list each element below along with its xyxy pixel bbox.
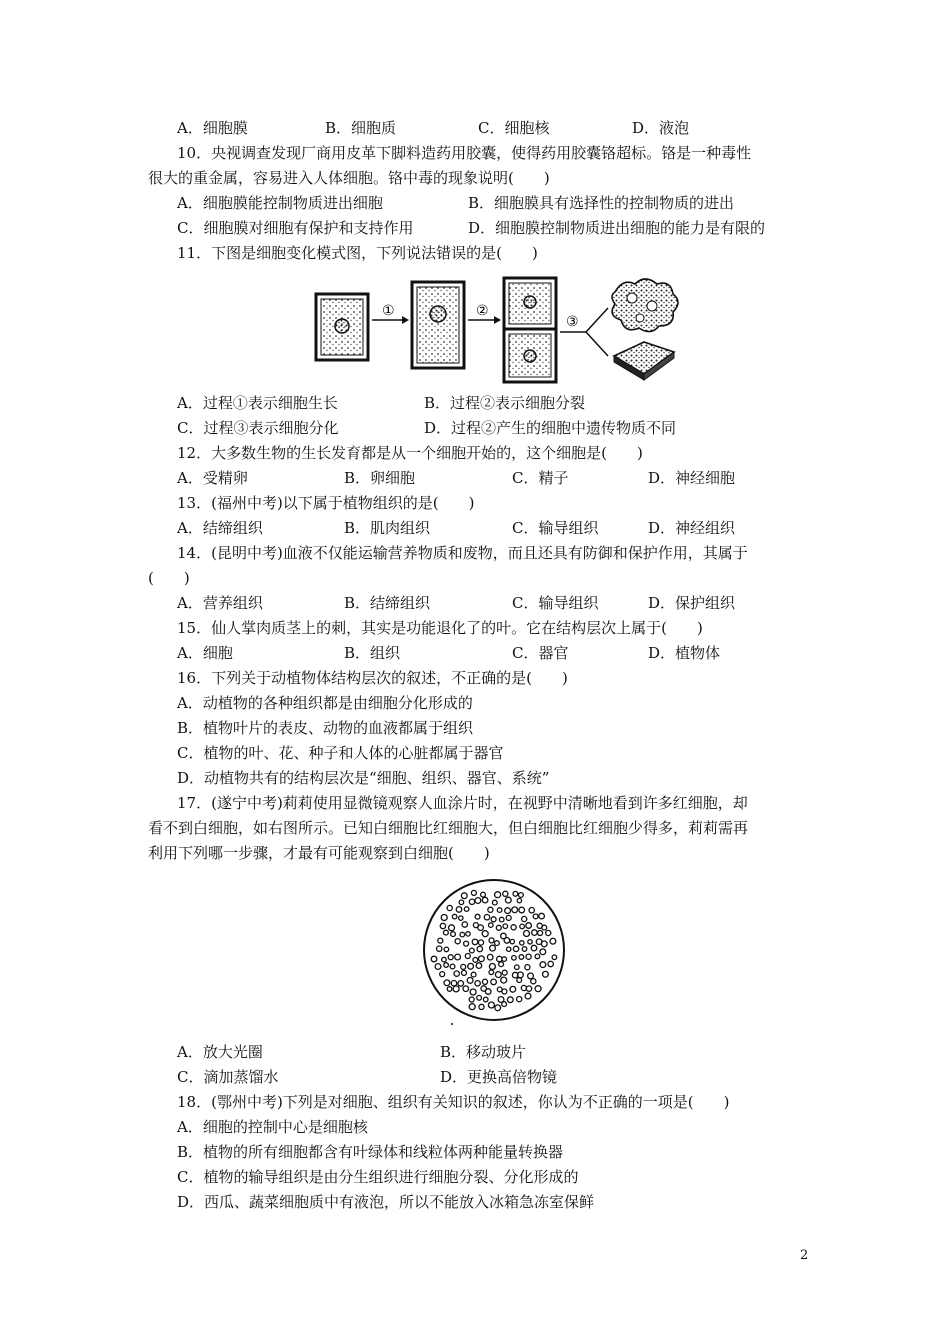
divided-cells-icon	[504, 278, 556, 382]
label-3: ③	[566, 314, 579, 330]
q18-stem: 18．(鄂州中考)下列是对细胞、组织有关知识的叙述，你认为不正确的一项是( )	[177, 1093, 730, 1111]
label-1: ①	[382, 303, 395, 319]
q15-option-b: B．组织	[344, 644, 401, 662]
q11-option-a: A．过程①表示细胞生长	[177, 394, 338, 412]
q11-stem: 11．下图是细胞变化模式图，下列说法错误的是( )	[177, 244, 538, 262]
q11-option-c: C．过程③表示细胞分化	[177, 419, 339, 437]
q14-stem-line1: 14．(昆明中考)血液不仅能运输营养物质和废物，而且还具有防御和保护作用，其属于	[177, 544, 748, 562]
q14-stem-line2: ( )	[148, 569, 190, 587]
q10-option-b: B．细胞膜具有选择性的控制物质的进出	[468, 194, 735, 212]
q9-option-b: B．细胞质	[325, 119, 397, 137]
q13-option-d: D．神经组织	[648, 519, 736, 537]
q11-option-b: B．过程②表示细胞分裂	[424, 394, 586, 412]
q15-option-a: A．细胞	[177, 644, 233, 662]
q18-option-c: C．植物的输导组织是由分生组织进行细胞分裂、分化形成的	[177, 1168, 579, 1186]
q18-option-a: A．细胞的控制中心是细胞核	[177, 1118, 368, 1136]
q16-option-d: D．动植物共有的结构层次是“细胞、组织、器官、系统”	[177, 769, 550, 787]
q17-stem-line3: 利用下列哪一步骤，才最有可能观察到白细胞( )	[148, 844, 490, 862]
q14-option-d: D．保护组织	[648, 594, 736, 612]
q12-stem: 12．大多数生物的生长发育都是从一个细胞开始的，这个细胞是( )	[177, 444, 643, 462]
grown-cell-icon	[412, 282, 464, 368]
q9-option-a: A．细胞膜	[177, 119, 248, 137]
q15-stem: 15．仙人掌肉质茎上的刺，其实是功能退化了的叶。它在结构层次上属于( )	[177, 619, 703, 637]
cell-change-diagram	[310, 274, 680, 386]
q9-option-c: C．细胞核	[478, 119, 550, 137]
small-cell-icon	[316, 294, 368, 360]
tissue-sheet-icon	[614, 342, 674, 380]
q11-option-d: D．过程②产生的细胞中遗传物质不同	[424, 419, 677, 437]
q17-option-a: A．放大光圈	[177, 1043, 263, 1061]
q10-option-c: C．细胞膜对细胞有保护和支持作用	[177, 219, 414, 237]
q12-option-a: A．受精卵	[177, 469, 248, 487]
q17-stem-line2: 看不到白细胞，如右图所示。已知白细胞比红细胞大，但白细胞比红细胞少得多，莉莉需再	[148, 819, 749, 837]
q18-option-d: D．西瓜、蔬菜细胞质中有液泡，所以不能放入冰箱急冻室保鲜	[177, 1193, 595, 1211]
q15-option-d: D．植物体	[648, 644, 721, 662]
q12-option-b: B．卵细胞	[344, 469, 416, 487]
q13-option-a: A．结缔组织	[177, 519, 263, 537]
cell-cluster-tissue-icon	[612, 279, 678, 332]
page-number: 2	[800, 1248, 809, 1263]
q17-option-b: B．移动玻片	[440, 1043, 527, 1061]
q10-option-a: A．细胞膜能控制物质进出细胞	[177, 194, 383, 212]
q13-option-b: B．肌肉组织	[344, 519, 431, 537]
q10-stem-line1: 10．央视调查发现厂商用皮革下脚料造药用胶囊，使得药用胶囊铬超标。铬是一种毒性	[177, 144, 752, 162]
q12-option-c: C．精子	[512, 469, 569, 487]
q12-option-d: D．神经细胞	[648, 469, 736, 487]
q10-option-d: D．细胞膜控制物质进出细胞的能力是有限的	[468, 219, 766, 237]
q10-stem-line2: 很大的重金属，容易进入人体细胞。铬中毒的现象说明( )	[148, 169, 550, 187]
q17-option-d: D．更换高倍物镜	[440, 1068, 558, 1086]
label-2: ②	[476, 303, 489, 319]
q17-stem-line1: 17．(遂宁中考)莉莉使用显微镜观察人血涂片时，在视野中清晰地看到许多红细胞，却	[177, 794, 748, 812]
q15-option-c: C．器官	[512, 644, 569, 662]
q17-option-c: C．滴加蒸馏水	[177, 1068, 279, 1086]
q14-option-a: A．营养组织	[177, 594, 263, 612]
q16-stem: 16．下列关于动植物体结构层次的叙述，不正确的是( )	[177, 669, 568, 687]
q14-option-b: B．结缔组织	[344, 594, 431, 612]
q16-option-c: C．植物的叶、花、种子和人体的心脏都属于器官	[177, 744, 504, 762]
q16-option-b: B．植物叶片的表皮、动物的血液都属于组织	[177, 719, 474, 737]
q16-option-a: A．动植物的各种组织都是由细胞分化形成的	[177, 694, 473, 712]
q18-option-b: B．植物的所有细胞都含有叶绿体和线粒体两种能量转换器	[177, 1143, 564, 1161]
q9-option-d: D．液泡	[632, 119, 690, 137]
blood-smear-microscope-field	[414, 878, 574, 1028]
q13-stem: 13．(福州中考)以下属于植物组织的是( )	[177, 494, 475, 512]
q14-option-c: C．输导组织	[512, 594, 599, 612]
q13-option-c: C．输导组织	[512, 519, 599, 537]
